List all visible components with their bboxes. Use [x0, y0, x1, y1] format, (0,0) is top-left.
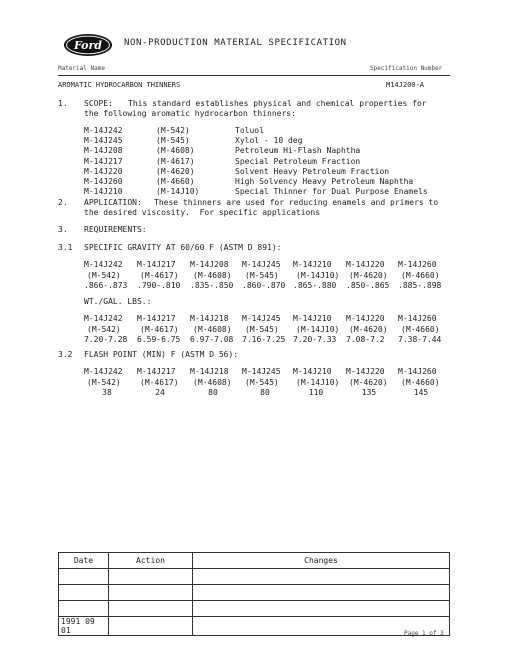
section32-code: M-14J245: [242, 367, 281, 376]
thinner-code: M-14J242: [84, 126, 123, 135]
thinner-code: M-14J208: [84, 146, 123, 156]
wtgal-value: 7.08-7.2: [346, 335, 385, 344]
section-3-heading: REQUIREMENTS:: [84, 225, 147, 234]
section31-alt: (M-4660): [401, 270, 440, 280]
spec-number: M14J200-A: [386, 81, 424, 89]
wtgal-alt: (M-542): [87, 324, 121, 334]
section32-alt: (M-4660): [401, 377, 440, 387]
action-cell: [109, 585, 193, 601]
section31-code: M-14J210: [293, 260, 332, 269]
section31-alt: (M-4620): [349, 270, 388, 280]
date-column-header: Date: [59, 553, 109, 569]
section32-value: 24: [155, 388, 165, 397]
action-column-header: Action: [109, 553, 193, 569]
section32-alt: (M-4608): [193, 377, 232, 387]
thinner-alt: (M-4660): [156, 177, 195, 186]
thinner-desc: Solvent Heavy Petroleum Fraction: [235, 166, 390, 176]
section31-alt: (M-4617): [140, 270, 179, 280]
section32-value: 80: [208, 388, 218, 397]
section31-value: .850-.865: [346, 281, 390, 290]
section-3-2-number: 3.2: [58, 350, 73, 359]
wtgal-alt: (M-4660): [401, 324, 440, 334]
wtgal-value: 7.20-7.33: [293, 335, 337, 344]
section32-alt: (M-14J10): [296, 377, 340, 387]
wtgal-alt: (M-4608): [193, 324, 232, 334]
section31-alt: (M-4608): [193, 270, 232, 280]
wtgal-alt: (M-4620): [349, 324, 388, 334]
section-2-heading: APPLICATION:: [84, 198, 142, 207]
section31-code: M-14J242: [84, 260, 123, 269]
changes-cell: [193, 601, 450, 617]
section31-value: .860-.870: [242, 281, 286, 290]
thinner-code: M-14J220: [84, 166, 123, 176]
thinner-code: M-14J245: [84, 136, 123, 146]
header-divider: [58, 75, 450, 76]
table-row: [59, 585, 450, 601]
date-cell: [59, 569, 109, 585]
thinner-alt: (M-14J10): [156, 187, 200, 197]
section32-code: M-14J210: [293, 367, 332, 376]
changes-cell: [193, 585, 450, 601]
material-name-label: Material Name: [58, 65, 105, 72]
section-1-number: 1.: [58, 99, 68, 108]
wtgal-alt: (M-545): [245, 324, 279, 334]
section31-value: .885-.898: [398, 281, 442, 290]
section32-alt: (M-4620): [349, 377, 388, 387]
document-title: NON-PRODUCTION MATERIAL SPECIFICATION: [124, 38, 347, 48]
section32-alt: (M-545): [245, 377, 279, 387]
section31-alt: (M-542): [87, 270, 121, 280]
section-3-number: 3.: [58, 225, 68, 234]
thinner-desc: Special Petroleum Fraction: [235, 156, 361, 166]
section31-value: .790-.810: [137, 281, 181, 290]
ford-logo: [63, 33, 113, 57]
wtgal-value: 6.97-7.08: [190, 335, 234, 344]
date-cell: 1991 09 01: [59, 617, 109, 636]
section-3-1-number: 3.1: [58, 243, 73, 252]
section-3-1-heading: SPECIFIC GRAVITY AT 60/60 F (ASTM D 891):: [84, 243, 282, 252]
wtgal-alt: (M-14J10): [296, 324, 340, 334]
table-row: [59, 569, 450, 585]
section32-code: M-14J218: [190, 367, 229, 376]
section-1-text-1: This standard establishes physical and chemical properties for: [128, 99, 427, 108]
section31-code: M-14J208: [190, 260, 229, 269]
section32-value: 38: [102, 388, 112, 397]
thinner-alt: (M-4608): [156, 146, 195, 156]
section32-code: M-14J260: [398, 367, 437, 376]
thinner-desc: Toluol: [235, 126, 264, 135]
spec-number-label: Specification Number: [370, 65, 443, 72]
wtgal-value: 7.16-7.25: [242, 335, 286, 344]
section-1-text-2: the following aromatic hydrocarbon thinners:: [84, 109, 296, 118]
section-3-2-heading: FLASH POINT (MIN) F (ASTM D 56):: [84, 350, 239, 359]
thinner-alt: (M-4620): [156, 166, 195, 176]
action-cell: [109, 601, 193, 617]
table-row: [59, 617, 450, 636]
weight-per-gallon-heading: WT./GAL. LBS.:: [84, 297, 152, 306]
thinner-desc: Special Thinner for Dual Purpose Enamels: [235, 187, 428, 197]
wtgal-code: M-14J210: [293, 314, 332, 323]
section31-code: M-14J260: [398, 260, 437, 269]
thinner-code: M-14J210: [84, 187, 123, 197]
wtgal-code: M-14J218: [190, 314, 229, 323]
thinner-alt: (M-545): [156, 136, 190, 146]
section31-code: M-14J220: [346, 260, 385, 269]
section31-value: .835-.850: [190, 281, 234, 290]
section32-code: M-14J217: [137, 367, 176, 376]
section32-value: 80: [260, 388, 270, 397]
wtgal-code: M-14J242: [84, 314, 123, 323]
section31-code: M-14J245: [242, 260, 281, 269]
thinner-desc: Xylol - 10 deg: [235, 136, 303, 146]
changes-column-header: Changes: [193, 553, 450, 569]
changes-table-header-row: [59, 553, 450, 569]
section32-value: 135: [361, 388, 377, 397]
material-name: AROMATIC HYDROCARBON THINNERS: [58, 81, 181, 89]
changes-table: [58, 552, 450, 636]
thinner-alt: (M-542): [156, 126, 190, 135]
wtgal-code: M-14J217: [137, 314, 176, 323]
section32-code: M-14J242: [84, 367, 123, 376]
section31-value: .866-.873: [84, 281, 128, 290]
thinner-code: M-14J260: [84, 177, 123, 186]
wtgal-code: M-14J220: [346, 314, 385, 323]
changes-cell: [193, 569, 450, 585]
date-cell: [59, 585, 109, 601]
section-2-text-2: the desired viscosity. For specific applications: [84, 208, 321, 217]
wtgal-alt: (M-4617): [140, 324, 179, 334]
date-cell: [59, 601, 109, 617]
action-cell: [109, 617, 193, 636]
table-row: [59, 601, 450, 617]
section32-alt: (M-4617): [140, 377, 179, 387]
thinner-alt: (M-4617): [156, 156, 195, 166]
section31-alt: (M-14J10): [296, 270, 340, 280]
wtgal-value: 7.38-7.44: [398, 335, 442, 344]
section31-code: M-14J217: [137, 260, 176, 269]
section-1-heading: SCOPE:: [84, 99, 113, 108]
thinner-desc: Petroleum Hi-Flash Naphtha: [235, 146, 361, 156]
logo-text: Ford: [73, 39, 103, 52]
section32-value: 110: [308, 388, 324, 397]
section-2-number: 2.: [58, 198, 68, 207]
section32-value: 145: [413, 388, 429, 397]
section-2-text-1: These thinners are used for reducing enamels and primers to: [154, 198, 439, 207]
thinner-desc: High Solvency Heavy Petroleum Naphtha: [235, 177, 414, 186]
thinner-code: M-14J217: [84, 156, 123, 166]
wtgal-value: 7.20-7.28: [84, 335, 128, 344]
action-cell: [109, 569, 193, 585]
page-number: Page 1 of 3: [404, 630, 444, 637]
wtgal-code: M-14J245: [242, 314, 281, 323]
section32-alt: (M-542): [87, 377, 121, 387]
section32-code: M-14J220: [346, 367, 385, 376]
section31-value: .865-.880: [293, 281, 337, 290]
wtgal-value: 6.59-6.75: [137, 335, 181, 344]
section31-alt: (M-545): [245, 270, 279, 280]
wtgal-code: M-14J260: [398, 314, 437, 323]
